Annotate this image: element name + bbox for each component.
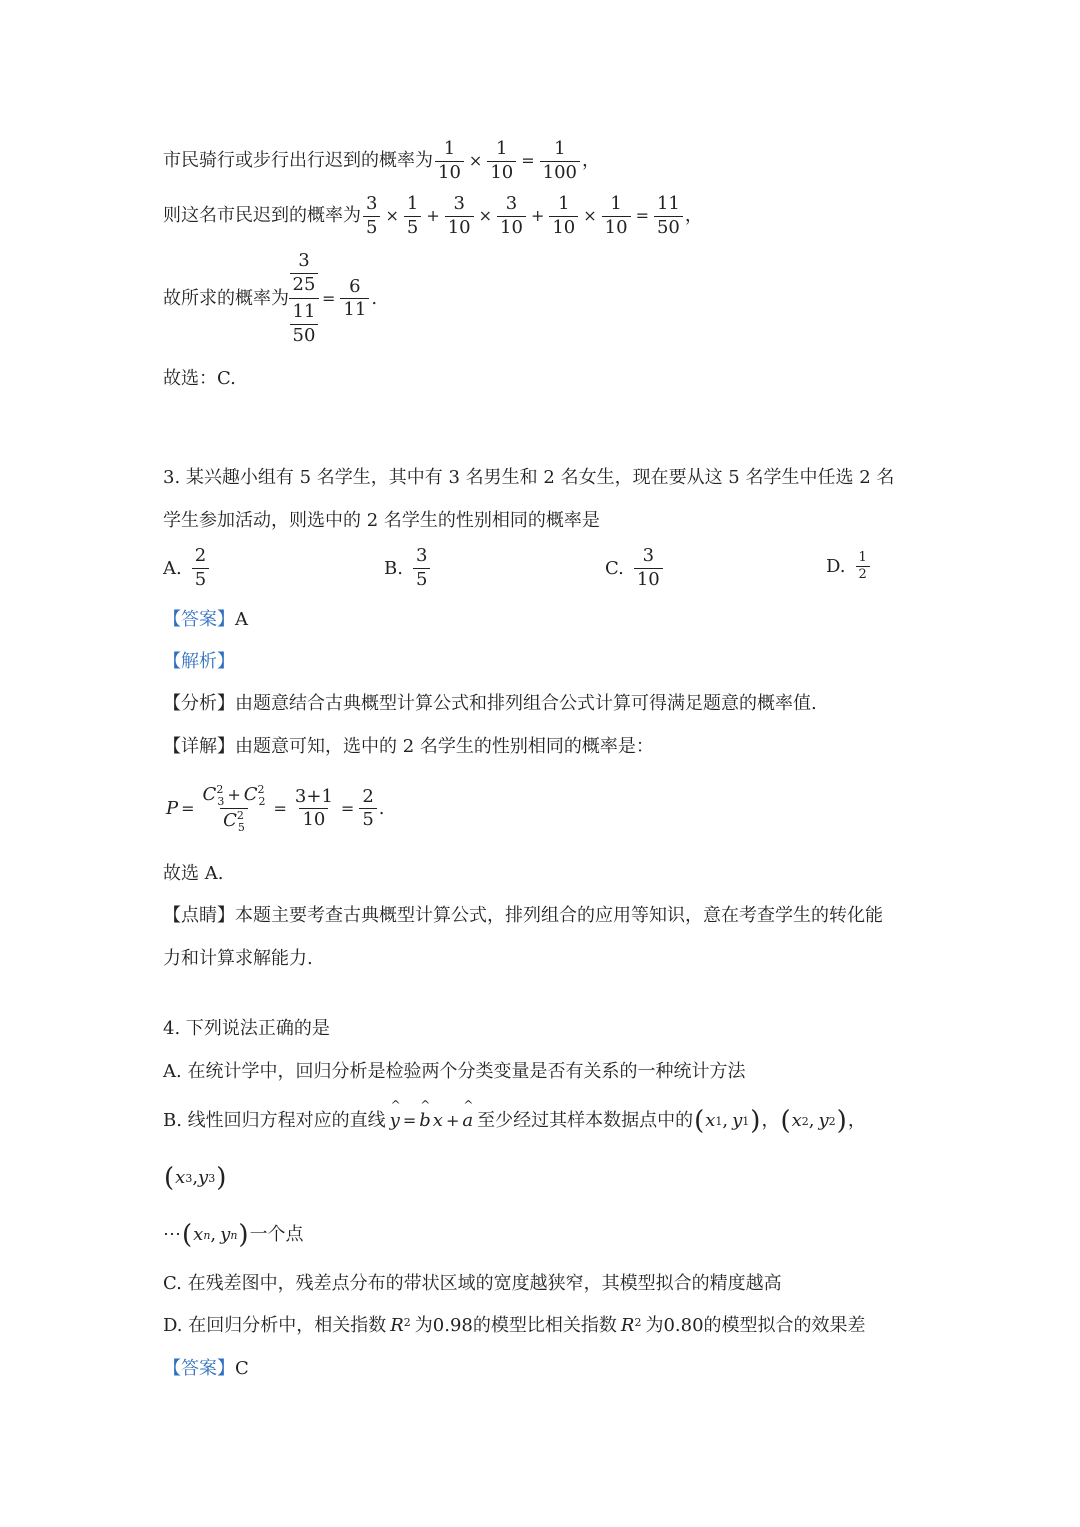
equals-op: = bbox=[340, 798, 355, 818]
dianjing-tag: 【点睛】 bbox=[163, 905, 235, 926]
line1-text: 市民骑行或步行出行迟到的概率为 bbox=[163, 150, 433, 171]
optd-text: D. 在回归分析中，相关指数 bbox=[163, 1315, 387, 1336]
optd-end: 的模型拟合的效果差 bbox=[703, 1315, 866, 1336]
fraction: $\frac{3}{10}$ bbox=[497, 193, 526, 239]
ellipsis: ⋯ bbox=[163, 1224, 181, 1245]
fraction: $\frac{3}{5}$ bbox=[413, 545, 430, 591]
optd-mid1: 为 bbox=[414, 1315, 433, 1336]
optd-value-1: 0.98 bbox=[432, 1315, 473, 1336]
fenxi-text: 由题意结合古典概型计算公式和排列组合公式计算可得满足题意的概率值. bbox=[235, 693, 817, 714]
line2-text: 则这名市民迟到的概率为 bbox=[163, 205, 361, 226]
fraction: $\frac{3}{10}$ bbox=[445, 193, 474, 239]
q3-formula bbox=[166, 783, 385, 835]
fraction: $\frac{11}{50}$ bbox=[290, 301, 319, 347]
period: . bbox=[371, 287, 378, 309]
q3-dianjing-2: 力和计算求解能力. bbox=[163, 948, 313, 969]
q3-option-c bbox=[605, 545, 665, 591]
q3-option-d bbox=[826, 550, 872, 584]
q3-dianjing-1 bbox=[163, 907, 883, 925]
answer-tag: 【答案】 bbox=[163, 1358, 235, 1379]
q4-option-b-cont: ( x 3 , y 3 ) bbox=[164, 1163, 227, 1193]
fenxi-tag: 【分析】 bbox=[163, 693, 235, 714]
line-1 bbox=[163, 138, 600, 184]
q3-choose: 故选 A. bbox=[163, 863, 224, 884]
option-label: A. bbox=[163, 557, 182, 579]
q3-analysis-tag bbox=[163, 653, 235, 671]
line-2 bbox=[163, 193, 703, 239]
q3-option-a bbox=[163, 545, 211, 591]
answer-tag: 【答案】 bbox=[163, 609, 235, 630]
xiangjie-tag: 【详解】 bbox=[163, 736, 235, 757]
option-label: C. bbox=[605, 557, 624, 579]
q3-option-b bbox=[384, 545, 432, 591]
combination-fraction: $\frac{C^2_3 + C^2_2}{C^2_5}$ bbox=[202, 783, 266, 834]
formula-p: P bbox=[166, 797, 179, 819]
dianjing-text: 本题主要考查古典概型计算公式，排列组合的应用等知识，意在考查学生的转化能 bbox=[235, 905, 883, 926]
fraction: $\frac{1}{10}$ bbox=[435, 138, 464, 184]
fraction: $\frac{1}{10}$ bbox=[602, 193, 631, 239]
times-op: × bbox=[478, 206, 493, 225]
optb-mid-text: 至少经过其样本数据点中的 bbox=[477, 1110, 694, 1131]
fraction: $\frac{1}{100}$ bbox=[540, 138, 580, 184]
q3-xiangjie bbox=[163, 738, 654, 756]
comma: ， bbox=[581, 150, 600, 171]
equals-op: = bbox=[521, 151, 535, 170]
times-op: × bbox=[583, 206, 597, 225]
q4-option-b-end: ⋯ ( x n , y n ) 一个点 bbox=[163, 1220, 304, 1250]
optd-value-2: 0.80 bbox=[663, 1315, 704, 1336]
fraction: $\frac{2}{5}$ bbox=[359, 786, 376, 832]
answer-value: C bbox=[235, 1358, 249, 1379]
q3-answer bbox=[163, 611, 248, 629]
period: . bbox=[378, 797, 385, 819]
line-4: 故选：C. bbox=[163, 368, 236, 389]
plus-op: + bbox=[530, 206, 545, 225]
q3-fenxi bbox=[163, 695, 817, 713]
times-op: × bbox=[468, 151, 483, 170]
fraction: $\frac{3}{5}$ bbox=[363, 193, 380, 239]
q4-option-d: D. 在回归分析中，相关指数 R 2 为 0.98 的模型比相关指数 R 2 为 0.80 的模型拟合的效果差 bbox=[163, 1315, 866, 1336]
q4-option-a: A. 在统计学中，回归分析是检验两个分类变量是否有关系的一种统计方法 bbox=[163, 1061, 746, 1082]
line3-text: 故所求的概率为 bbox=[163, 287, 289, 309]
xiangjie-text: 由题意可知，选中的 2 名学生的性别相同的概率是： bbox=[235, 736, 654, 757]
equals-op: = bbox=[181, 798, 195, 818]
optb-text: B. 线性回归方程对应的直线 bbox=[163, 1110, 386, 1131]
q4-stem: 4. 下列说法正确的是 bbox=[163, 1018, 330, 1039]
optd-mid3: 为 bbox=[645, 1315, 664, 1336]
fraction: $\frac{3}{10}$ bbox=[634, 545, 663, 591]
optb-end-text: 一个点 bbox=[249, 1224, 304, 1245]
fraction: $\frac{1}{2}$ bbox=[856, 550, 870, 584]
fraction: $\frac{6}{11}$ bbox=[340, 276, 369, 322]
analysis-tag: 【解析】 bbox=[163, 651, 235, 672]
compound-fraction bbox=[289, 250, 319, 347]
q3-stem-2: 学生参加活动，则选中的 2 名学生的性别相同的概率是 bbox=[163, 510, 600, 531]
equals-op: = bbox=[322, 288, 336, 308]
option-label: B. bbox=[384, 557, 403, 579]
comma: ， bbox=[684, 205, 703, 226]
equals-op: = bbox=[273, 798, 287, 818]
line-3 bbox=[163, 250, 377, 347]
equals-op: = bbox=[635, 206, 649, 225]
answer-value: A bbox=[235, 609, 248, 630]
fraction: $\frac{3}{25}$ bbox=[290, 250, 319, 296]
option-label: D. bbox=[826, 556, 846, 578]
optd-mid2: 的模型比相关指数 bbox=[472, 1315, 617, 1336]
fraction: $\frac{1}{10}$ bbox=[487, 138, 516, 184]
q4-option-b: B. 线性回归方程对应的直线 ^ y = ^ b x + ^ a 至少经过其样本数据点中的 ( x 1 , y 1 ) ， ( x 2 , y 2 ) ， bbox=[163, 1108, 866, 1134]
q4-answer bbox=[163, 1360, 249, 1378]
fraction: $\frac{3+1}{10}$ bbox=[294, 785, 333, 831]
fraction: $\frac{11}{50}$ bbox=[654, 193, 683, 239]
q3-stem-1: 3. 某兴趣小组有 5 名学生，其中有 3 名男生和 2 名女生，现在要从这 5 名学生中任选 2 名 bbox=[163, 467, 895, 488]
plus-op: + bbox=[426, 206, 440, 225]
fraction: $\frac{1}{5}$ bbox=[404, 193, 421, 239]
times-op: × bbox=[385, 206, 399, 225]
fraction: $\frac{2}{5}$ bbox=[192, 545, 209, 591]
q4-option-c: C. 在残差图中，残差点分布的带状区域的宽度越狭窄，其模型拟合的精度越高 bbox=[163, 1273, 782, 1294]
fraction: $\frac{1}{10}$ bbox=[549, 193, 578, 239]
